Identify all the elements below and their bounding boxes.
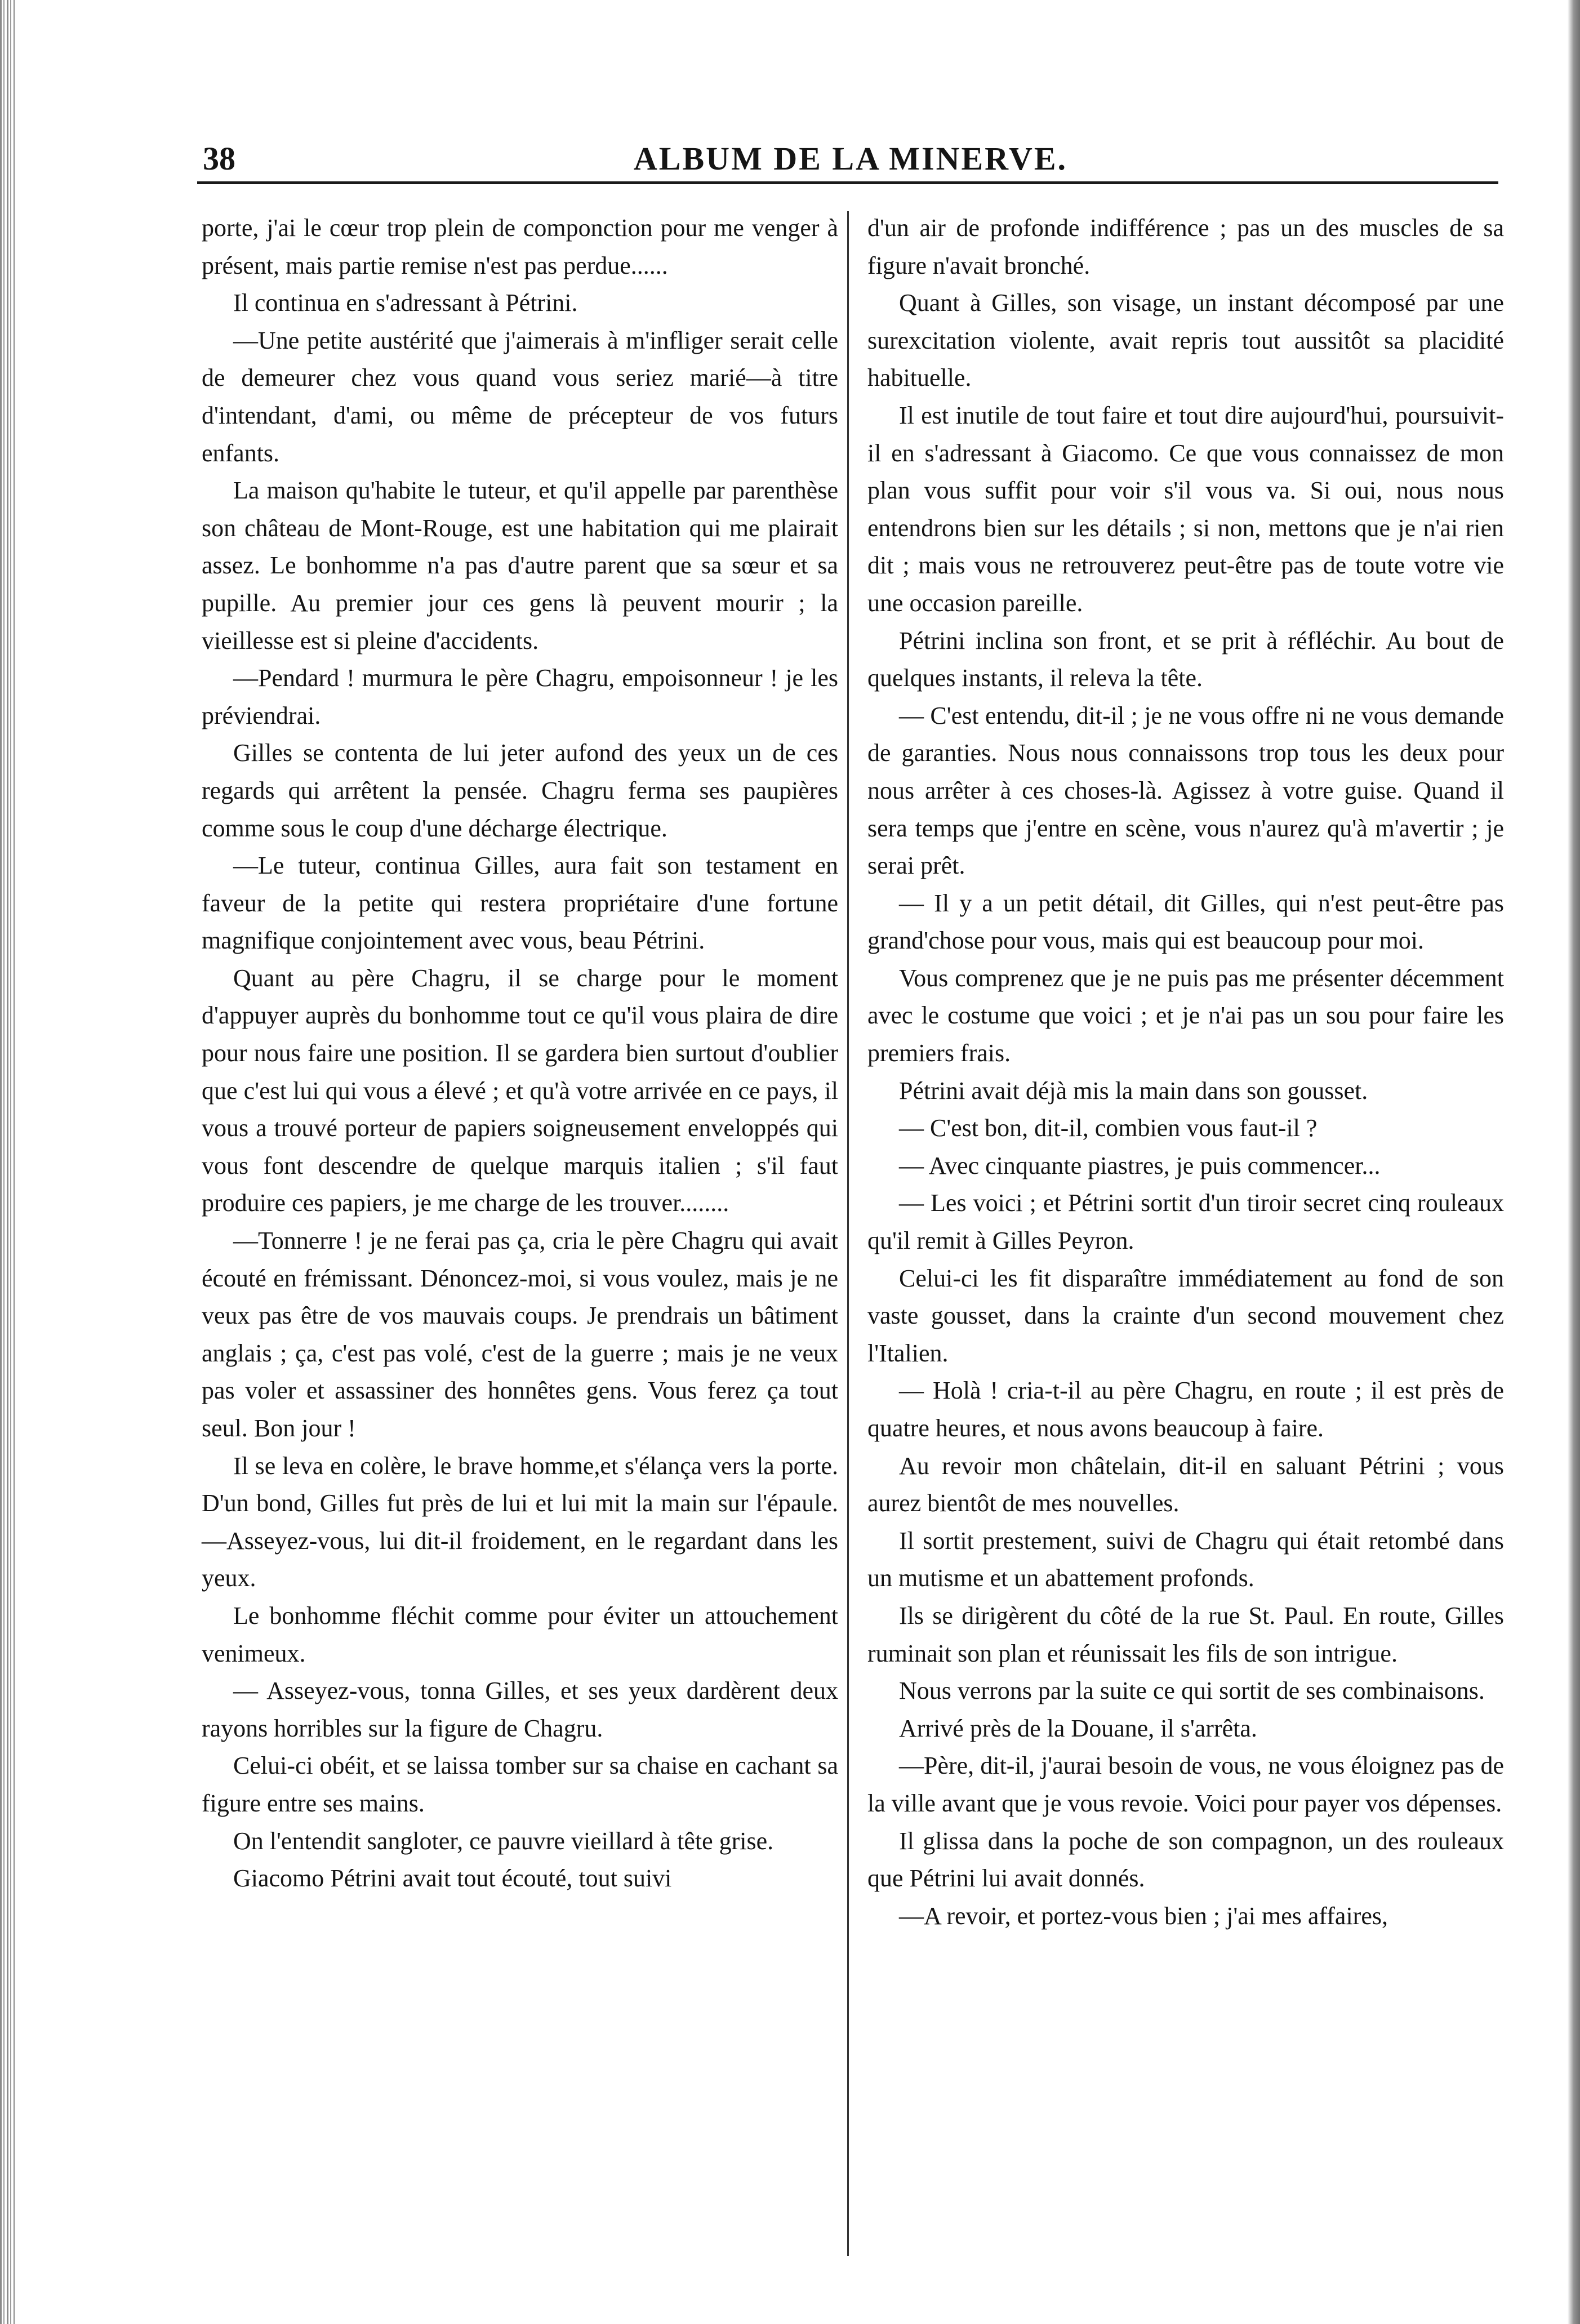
paragraph: Il se leva en colère, le brave homme,et s'élança vers la porte. D'un bond, Gilles fut près de lui et lui mit la main sur l'épaule.—Asseyez-vous, lui dit-il froidement, en le regardant dans les yeux.	[202, 1452, 838, 1592]
paragraph: Giacomo Pétrini avait tout écouté, tout suivi	[233, 1864, 672, 1893]
paragraph: Au revoir mon châtelain, dit-il en saluant Pétrini ; vous aurez bientôt de mes nouvelles.	[867, 1452, 1504, 1517]
paragraph: — Il y a un petit détail, dit Gilles, qui n'est peut-être pas grand'chose pour vous, mais qui est beaucoup pour moi.	[867, 889, 1504, 955]
paragraph: Arrivé près de la Douane, il s'arrêta.	[899, 1714, 1257, 1742]
paragraph: Le bonhomme fléchit comme pour éviter un attouchement venimeux.	[202, 1601, 838, 1667]
paragraph: Nous verrons par la suite ce qui sortit de ses combinaisons.	[899, 1677, 1485, 1705]
paragraph: Il continua en s'adressant à Pétrini.	[233, 289, 578, 317]
paragraph: Pétrini inclina son front, et se prit à réfléchir. Au bout de quelques instants, il releva la tête.	[867, 626, 1504, 692]
paragraph: — Les voici ; et Pétrini sortit d'un tiroir secret cinq rouleaux qu'il remit à Gilles Peyron.	[867, 1189, 1504, 1255]
paragraph: Ils se dirigèrent du côté de la rue St. Paul. En route, Gilles ruminait son plan et réunissait les fils de son intrigue.	[867, 1601, 1504, 1667]
paragraph: —Pendard ! murmura le père Chagru, empoisonneur ! je les préviendrai.	[202, 664, 838, 729]
paragraph: —Une petite austérité que j'aimerais à m'infliger serait celle de demeurer chez vous quand vous seriez marié—à titre d'intendant, d'ami, ou même de précepteur de vos futurs enfants.	[202, 326, 838, 467]
paragraph: — C'est bon, dit-il, combien vous faut-il ?	[899, 1114, 1318, 1142]
paragraph: porte, j'ai le cœur trop plein de componction pour me venger à présent, mais partie remise n'est pas perdue......	[202, 214, 838, 279]
header-rule	[197, 181, 1498, 184]
right-column	[867, 210, 1504, 1935]
paragraph: —A revoir, et portez-vous bien ; j'ai mes affaires,	[899, 1902, 1388, 1930]
paragraph: Il glissa dans la poche de son compagnon, un des rouleaux que Pétrini lui avait donnés.	[867, 1827, 1504, 1893]
paragraph: — Asseyez-vous, tonna Gilles, et ses yeux dardèrent deux rayons horribles sur la figure de Chagru.	[202, 1677, 838, 1742]
running-title: ALBUM DE LA MINERVE.	[633, 140, 1068, 177]
paragraph: Celui-ci obéit, et se laissa tomber sur sa chaise en cachant sa figure entre ses mains.	[202, 1752, 838, 1817]
paragraph: Celui-ci les fit disparaître immédiatement au fond de son vaste gousset, dans la crainte d'un second mouvement chez l'Italien.	[867, 1264, 1504, 1367]
column-divider	[847, 211, 849, 2256]
page-header	[203, 128, 1498, 179]
paragraph: —Le tuteur, continua Gilles, aura fait son testament en faveur de la petite qui restera propriétaire d'une fortune magnifique conjointement avec vous, beau Pétrini.	[202, 852, 838, 955]
paragraph: Vous comprenez que je ne puis pas me présenter décemment avec le costume que voici ; et je n'ai pas un sou pour faire les premiers frais.	[867, 964, 1504, 1067]
paragraph: Il sortit prestement, suivi de Chagru qui était retombé dans un mutisme et un abattement profonds.	[867, 1526, 1504, 1592]
paragraph: On l'entendit sangloter, ce pauvre vieillard à tête grise.	[233, 1827, 774, 1855]
left-column	[202, 210, 838, 1898]
paragraph: d'un air de profonde indifférence ; pas un des muscles de sa figure n'avait bronché.	[867, 214, 1504, 279]
paragraph: La maison qu'habite le tuteur, et qu'il appelle par parenthèse son château de Mont-Rouge, est une habitation qui me plairait assez. Le bonhomme n'a pas d'autre parent que sa sœur et sa pupille. Au premier jour ces gens là peuvent mourir ; la vieillesse est si pleine d'accidents.	[202, 477, 838, 655]
paragraph: Il est inutile de tout faire et tout dire aujourd'hui, poursuivit-il en s'adressant à Giacomo. Ce que vous connaissez de mon plan vous suffit pour voir s'il vous va. Si oui, nous nous entendrons bien sur les détails ; si non, mettons que je n'ai rien dit ; mais vous ne retrouverez peut-être pas de toute votre vie une occasion pareille.	[867, 401, 1504, 617]
page-scan-edge-left	[0, 0, 15, 2324]
page-scan-edge-right	[1568, 0, 1580, 2324]
page-number: 38	[203, 140, 235, 177]
paragraph: Pétrini avait déjà mis la main dans son gousset.	[899, 1076, 1368, 1105]
paragraph: Quant au père Chagru, il se charge pour le moment d'appuyer auprès du bonhomme tout ce qu'il vous plaira de dire pour nous faire une position. Il se gardera bien surtout d'oublier que c'est lui qui vous a élevé ; et qu'à votre arrivée en ce pays, il vous a trouvé porteur de papiers soigneusement enveloppés qui vous font descendre de quelque marquis italien ; s'il faut produire ces papiers, je me charge de les trouver........	[202, 964, 838, 1217]
paragraph: — C'est entendu, dit-il ; je ne vous offre ni ne vous demande de garanties. Nous nous connaissons trop tous les deux pour nous arrêter à ces choses-là. Agissez à votre guise. Quand il sera temps que j'entre en scène, vous n'aurez qu'à m'avertir ; je serai prêt.	[867, 701, 1504, 880]
paragraph: Quant à Gilles, son visage, un instant décomposé par une surexcitation violente, avait repris tout aussitôt sa placidité habituelle.	[867, 289, 1504, 392]
paragraph: —Tonnerre ! je ne ferai pas ça, cria le père Chagru qui avait écouté en frémissant. Dénoncez-moi, si vous voulez, mais je ne veux pas être de vos mauvais coups. Je prendrais un bâtiment anglais ; ça, c'est pas volé, c'est de la guerre ; mais je ne veux pas voler et assassiner des honnêtes gens. Vous ferez ça tout seul. Bon jour !	[202, 1227, 838, 1442]
paragraph: —Père, dit-il, j'aurai besoin de vous, ne vous éloignez pas de la ville avant que je vous revoie. Voici pour payer vos dépenses.	[867, 1752, 1504, 1817]
paragraph: Gilles se contenta de lui jeter aufond des yeux un de ces regards qui arrêtent la pensée. Chagru ferma ses paupières comme sous le coup d'une décharge électrique.	[202, 739, 838, 842]
paragraph: — Holà ! cria-t-il au père Chagru, en route ; il est près de quatre heures, et nous avons beaucoup à faire.	[867, 1377, 1504, 1442]
paragraph: — Avec cinquante piastres, je puis commencer...	[899, 1151, 1381, 1179]
